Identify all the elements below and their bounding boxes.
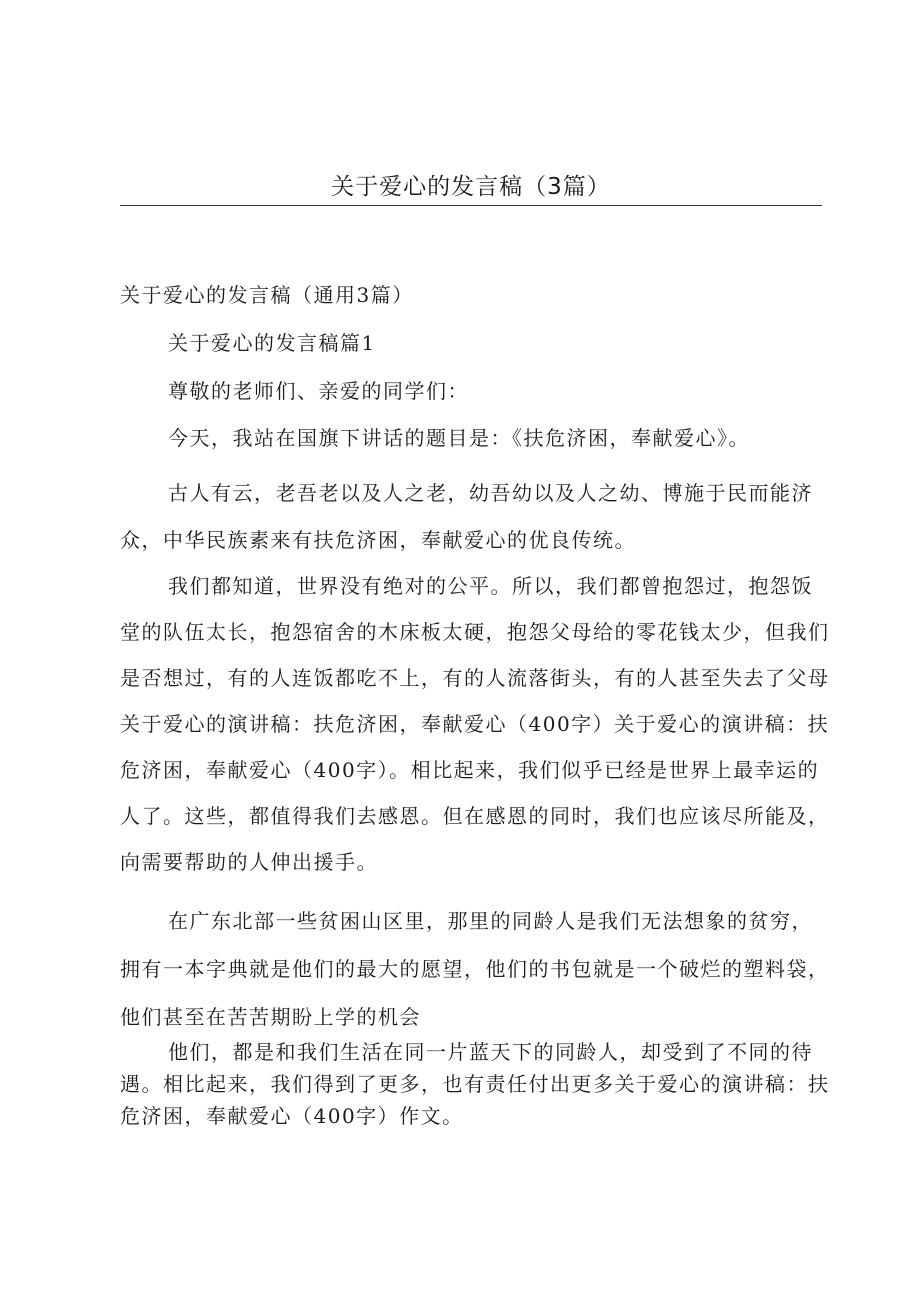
paragraph-opening: 今天，我站在国旗下讲话的题目是：《扶危济困，奉献爱心》。: [168, 426, 750, 450]
paragraph-guangdong: 在广东北部一些贫困山区里，那里的同龄人是我们无法想象的贫穷，拥有一本字典就是他们的最大的愿望，他们的书包就是一个破烂的塑料袋，他们甚至在苦苦期盼上学的机会: [120, 909, 830, 1029]
paragraph-peers: 他们，都是和我们生活在同一片蓝天下的同龄人，却受到了不同的待遇。相比起来，我们得到了更多，也有责任付出更多关于爱心的演讲稿：扶危济困，奉献爱心（400字）作文。: [120, 1040, 830, 1128]
title-underline: [120, 205, 822, 206]
greeting: 尊敬的老师们、亲爱的同学们：: [168, 379, 469, 403]
page-title: 关于爱心的发言稿（3篇）: [331, 174, 611, 200]
paragraph-fairness: 我们都知道，世界没有绝对的公平。所以，我们都曾抱怨过，抱怨饭堂的队伍太长，抱怨宿舍的木床板太硬，抱怨父母给的零花钱太少，但我们是否想过，有的人连饭都吃不上，有的人流落街头，有的人甚至失去了父母关于爱心的演讲稿：扶危济困，奉献爱心（400字）关于爱心的演讲稿：扶危济困，奉献爱心（400字）。相比起来，我们似乎已经是世界上最幸运的人了。这些，都值得我们去感恩。但在感恩的同时，我们也应该尽所能及，向需要帮助的人伸出援手。: [120, 574, 830, 874]
section-heading: 关于爱心的发言稿篇1: [168, 331, 376, 355]
paragraph-ancient-saying: 古人有云，老吾老以及人之老，幼吾幼以及人之幼、博施于民而能济众，中华民族素来有扶危济困，奉献爱心的优良传统。: [120, 481, 813, 552]
document-subtitle: 关于爱心的发言稿（通用3篇）: [120, 283, 414, 307]
